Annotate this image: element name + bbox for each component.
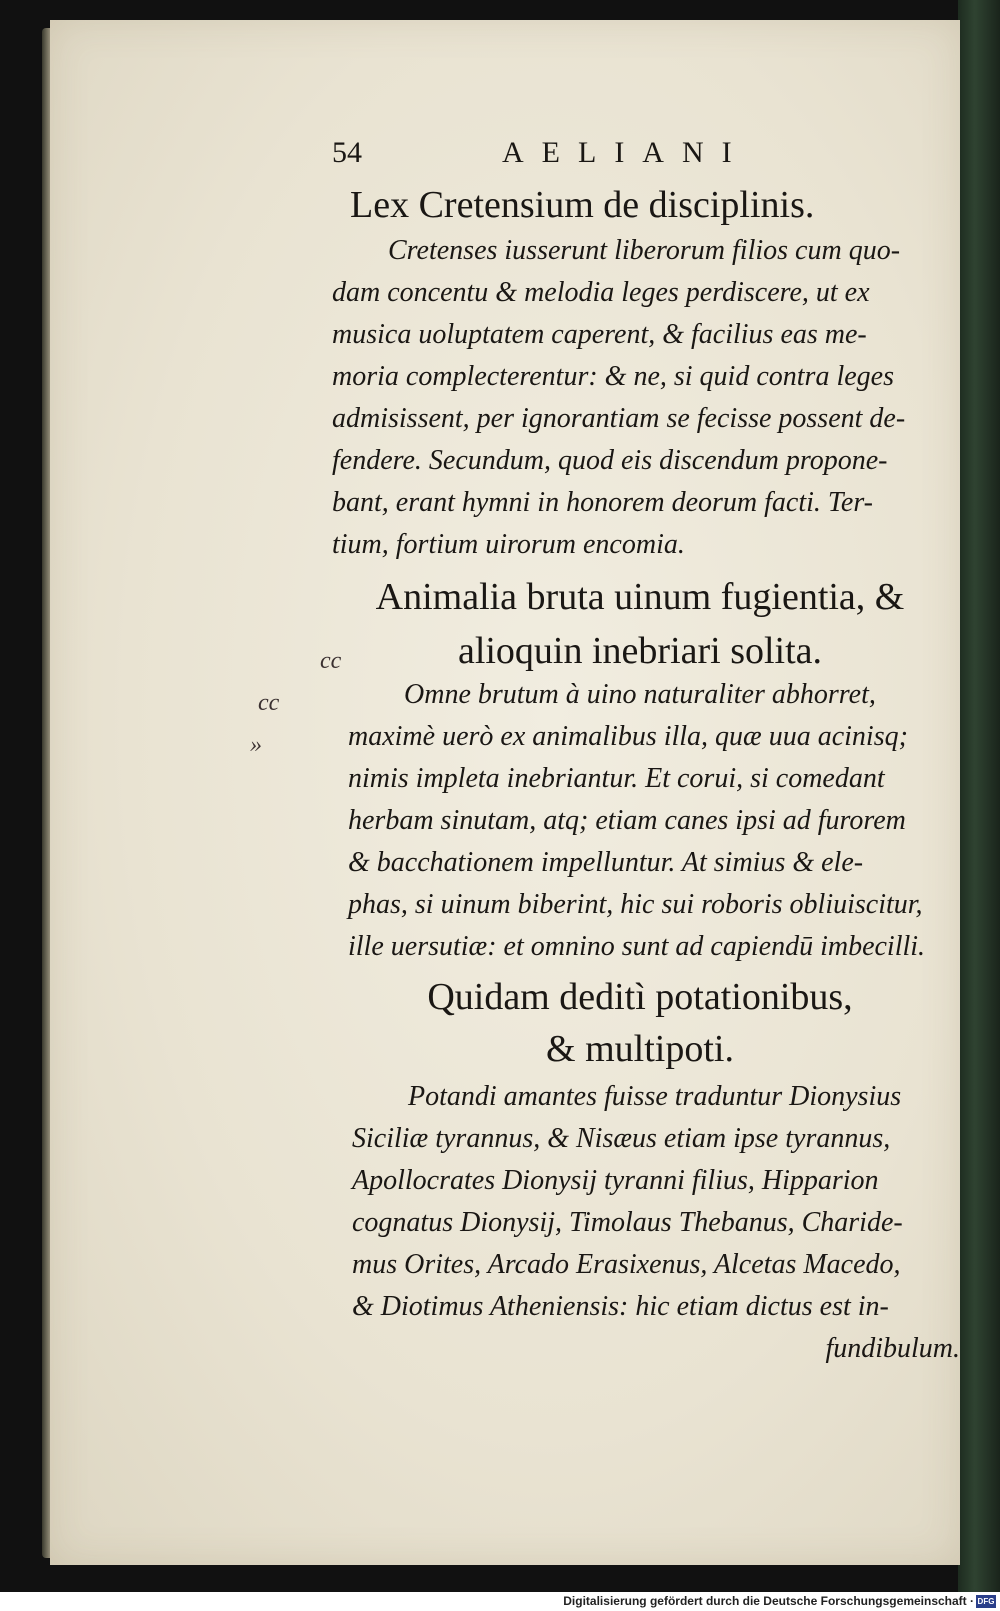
section-heading: alioquin inebriari solita.: [457, 630, 823, 672]
text-line: dam concentu & melodia leges perdiscere, ut ex: [332, 277, 870, 308]
text-line: & Diotimus Atheniensis: hic etiam dictus est in-: [352, 1291, 889, 1322]
section-heading: & multipoti.: [546, 1028, 734, 1070]
text-line: & bacchationem impelluntur. At simius & ele-: [348, 847, 864, 878]
text-line: Cretenses iusserunt liberorum filios cum quo-: [388, 235, 901, 266]
text-line: Potandi amantes fuisse traduntur Dionysius: [408, 1081, 902, 1112]
text-line: fundibulum.: [825, 1333, 960, 1364]
page-number: 54: [332, 136, 362, 169]
text-line: mus Orites, Arcado Erasixenus, Alcetas Macedo,: [352, 1249, 901, 1280]
text-line: maximè uerò ex animalibus illa, quæ uua acinisq;: [348, 721, 908, 752]
footer-credit: Digitalisierung gefördert durch die Deutsche Forschungsgemeinschaft ·: [563, 1594, 974, 1608]
section-heading: Animalia bruta uinum fugientia, &: [375, 576, 905, 618]
text-line: ille uersutiæ: et omnino sunt ad capiendū imbecilli.: [348, 931, 926, 962]
section-body: [348, 674, 990, 968]
margin-note: cc: [320, 648, 342, 674]
text-block: [290, 130, 990, 1370]
text-line: fendere. Secundum, quod eis discendum propone-: [332, 445, 888, 476]
text-line: Siciliæ tyrannus, & Nisæus etiam ipse tyrannus,: [352, 1123, 891, 1154]
text-line: admisissent, per ignorantiam se fecisse possent de-: [332, 403, 906, 434]
margin-note: cc: [258, 690, 280, 716]
running-title: AELIANI: [502, 136, 750, 169]
section-cretensium: [290, 182, 990, 566]
text-line: bant, erant hymni in honorem deorum facti. Ter-: [332, 487, 873, 518]
text-line: phas, si uinum biberint, hic sui roboris obliuiscitur,: [348, 889, 923, 920]
running-head: [290, 130, 990, 178]
dfg-logo: DFG: [977, 1597, 995, 1606]
text-line: Apollocrates Dionysij tyranni filius, Hipparion: [352, 1165, 879, 1196]
text-line: Omne brutum à uino naturaliter abhorret,: [404, 679, 876, 710]
text-line: cognatus Dionysij, Timolaus Thebanus, Charide-: [352, 1207, 903, 1238]
section-heading: Quidam deditì potationibus,: [427, 976, 853, 1018]
text-line: nimis impleta inebriantur. Et corui, si comedant: [348, 763, 885, 794]
text-line: herbam sinutam, atq; etiam canes ipsi ad furorem: [348, 805, 906, 836]
text-line: tium, fortium uirorum encomia.: [332, 529, 685, 560]
margin-note: »: [250, 732, 262, 758]
digitization-footer: [0, 1592, 1000, 1611]
section-animalia: [290, 574, 990, 968]
section-body: [352, 1076, 990, 1370]
book-page: [50, 20, 960, 1565]
text-line: musica uoluptatem caperent, & facilius eas me-: [332, 319, 867, 350]
section-body: [332, 230, 990, 566]
section-heading: Lex Cretensium de disciplinis.: [350, 184, 815, 226]
section-potatores: [290, 974, 990, 1370]
text-line: moria complecterentur: & ne, si quid contra leges: [332, 361, 894, 392]
